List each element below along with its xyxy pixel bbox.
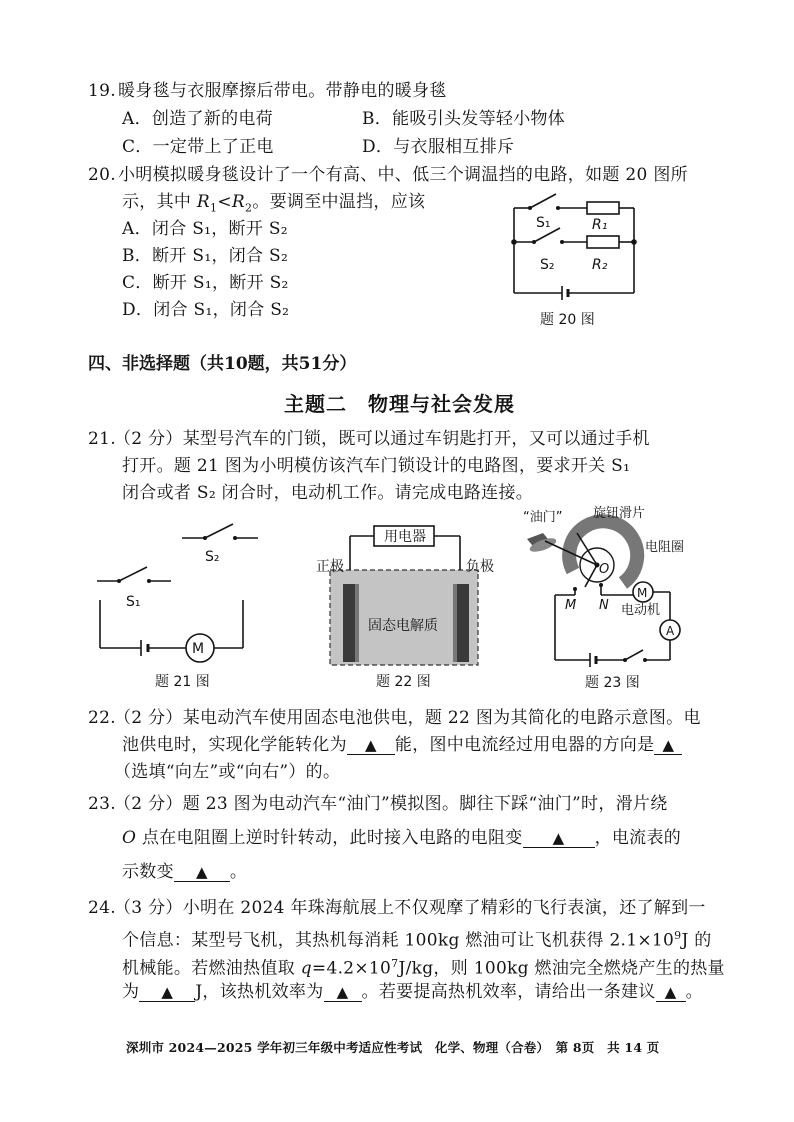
- q24-line2: [122, 925, 712, 952]
- q20-option-c-letter: C．: [122, 273, 153, 293]
- q24-blank-1[interactable]: ▲: [139, 983, 195, 1002]
- q24-blank-2[interactable]: ▲: [324, 983, 362, 1002]
- fig22-electrolyte-label: 固态电解质: [368, 618, 438, 634]
- q24-exponent-9: 9: [674, 929, 682, 942]
- q20-r1-symbol: R: [196, 192, 211, 212]
- q22-line1: （2 分）某电动汽车使用固态电池供电，题 22 图为其简化的电路示意图。电: [114, 708, 701, 728]
- q24-exponent-7: 7: [391, 957, 399, 970]
- q22-blank-2[interactable]: ▲: [654, 736, 682, 755]
- fig23-o-label: O: [599, 562, 610, 577]
- q24-line3-text-c: J/kg，则 100kg 燃油完全燃烧产生的热量: [398, 958, 725, 979]
- q22-line3: （选填“向左”或“向右”）的。: [114, 762, 341, 782]
- fig23-ammeter-symbol: A: [666, 624, 675, 638]
- q20-option-c-text: 断开 S₁，断开 S₂: [152, 273, 289, 293]
- fig23-motor-symbol: M: [637, 586, 648, 600]
- fig22-positive-label: 正极: [316, 559, 344, 575]
- q20-option-b-letter: B．: [122, 246, 153, 266]
- fig20-s1-label: S₁: [536, 215, 551, 231]
- q24-number: 24.: [88, 898, 116, 918]
- fig23-motor-label: 电动机: [621, 603, 661, 618]
- q24-line4-text-c: 。若要提高热机效率，请给出一条建议: [361, 982, 656, 1002]
- fig23-coil-label: 电阻圈: [645, 540, 685, 555]
- q20-r2-subscript: 2: [244, 201, 253, 215]
- fig20-caption: 题 20 图: [540, 312, 595, 328]
- q23-line2-text-c: ，电流表的: [594, 828, 682, 848]
- section-4-heading: 四、非选择题（共10题，共51分）: [88, 354, 357, 374]
- q20-stem-line1: 小明模拟暖身毯设计了一个有高、中、低三个调温挡的电路，如题 20 图所: [118, 165, 688, 185]
- q23-point-o: O: [122, 828, 137, 848]
- q20-r1-subscript: 1: [210, 201, 218, 215]
- q20-option-b: [122, 245, 288, 267]
- q20-option-c: [122, 272, 289, 294]
- fig23-throttle-label: “油门”: [523, 510, 563, 525]
- q22-number: 22.: [88, 708, 116, 728]
- figure-21-circuit: [95, 520, 305, 695]
- q20-stem-text-b: 。要调至中温挡，应该: [252, 192, 426, 212]
- q22-blank-1[interactable]: ▲: [347, 736, 395, 755]
- q24-end-mark: 。: [685, 982, 703, 1002]
- q20-option-a-letter: A．: [122, 219, 152, 239]
- q20-number: 20.: [88, 165, 116, 185]
- q21-number: 21.: [88, 429, 116, 449]
- q20-option-d: [122, 299, 289, 321]
- figure-22-battery: [310, 520, 515, 695]
- q23-blank-2[interactable]: ▲: [174, 863, 230, 882]
- q24-line4-text-b: J，该热机效率为: [195, 982, 324, 1002]
- q20-stem-line2: [122, 191, 425, 219]
- q23-line3: 示数变 ▲ 。: [122, 862, 248, 882]
- fig23-n-label: N: [599, 598, 609, 613]
- q20-option-a-text: 闭合 S₁，断开 S₂: [151, 219, 288, 239]
- q24-line3-text-b: =4.2×10: [311, 958, 392, 979]
- fig21-s1-label: S₁: [126, 594, 141, 610]
- q20-option-d-text: 闭合 S₁，闭合 S₂: [153, 300, 290, 320]
- q21-line1: （2 分）某型号汽车的门锁，既可以通过车钥匙打开，又可以通过手机: [114, 429, 650, 449]
- q20-option-a: [122, 218, 288, 240]
- q24-blank-3[interactable]: ▲: [656, 983, 686, 1002]
- fig23-slider-label: 旋钮滑片: [593, 506, 646, 521]
- figure-23-throttle: [515, 505, 715, 695]
- q24-line1: （3 分）小明在 2024 年珠海航展上不仅观摩了精彩的飞行表演，还了解到一: [114, 898, 706, 918]
- q24-line2-text-a: 个信息：某型号飞机，其热机每消耗 100kg 燃油可让飞机获得 2.1×10: [122, 930, 675, 951]
- q19-option-c: C．一定带上了正电: [122, 137, 274, 157]
- q23-blank-1[interactable]: ▲: [523, 829, 595, 848]
- q19-stem: 暖身毯与衣服摩擦后带电。带静电的暖身毯: [118, 81, 447, 101]
- q19-option-b: B．能吸引头发等轻小物体: [362, 109, 566, 129]
- q19-option-a: A．创造了新的电荷: [122, 109, 273, 129]
- q23-line3-text: 示数变: [122, 862, 174, 882]
- page-footer: 深圳市 2024—2025 学年初三年级中考适应性考试 化学、物理（合卷） 第 8页 共 14 页: [126, 1040, 660, 1055]
- topic-2-heading: 主题二 物理与社会发展: [284, 392, 515, 416]
- fig23-caption: 题 23 图: [585, 675, 640, 691]
- q19-option-d: D．与衣服相互排斥: [362, 137, 515, 157]
- q24-line3: [122, 953, 725, 980]
- q24-line2-text-b: J 的: [681, 930, 712, 951]
- q21-line3: 闭合或者 S₂ 闭合时，电动机工作。请完成电路连接。: [122, 483, 534, 503]
- fig20-r2-label: R₂: [592, 257, 608, 273]
- q24-symbol-q: q: [300, 958, 312, 979]
- fig21-motor-symbol: M: [192, 641, 205, 657]
- q23-line2: [122, 827, 681, 849]
- figure-20-circuit: [500, 190, 660, 330]
- q24-line4: [122, 981, 703, 1003]
- q24-line4-text-a: 为: [122, 982, 140, 1002]
- q20-option-d-letter: D．: [122, 300, 154, 320]
- q21-line2: 打开。题 21 图为小明模仿该汽车门锁设计的电路图，要求开关 S₁: [122, 456, 631, 476]
- q20-less-than: <: [217, 192, 232, 212]
- q20-option-b-text: 断开 S₁，闭合 S₂: [152, 246, 289, 266]
- q22-line2-text-b: 能，图中电流经过用电器的方向是: [394, 735, 655, 755]
- fig22-negative-label: 负极: [466, 559, 494, 575]
- q19-number: 19.: [88, 81, 116, 101]
- fig22-caption: 题 22 图: [376, 674, 431, 690]
- q23-line1: （2 分）题 23 图为电动汽车“油门”模拟图。脚往下踩“油门”时，滑片绕: [114, 794, 668, 814]
- q23-number: 23.: [88, 794, 116, 814]
- fig21-caption: 题 21 图: [155, 674, 210, 690]
- fig21-s2-label: S₂: [205, 549, 220, 565]
- fig22-device-label: 用电器: [384, 529, 426, 545]
- q23-line2-text-b: 点在电阻圈上逆时针转动，此时接入电路的电阻变: [136, 828, 523, 848]
- q24-line3-text-a: 机械能。若燃油热值取: [122, 958, 301, 979]
- fig20-r1-label: R₁: [592, 217, 608, 233]
- fig23-m-label: M: [565, 598, 577, 613]
- q20-stem-text-a: 示，其中: [122, 192, 197, 212]
- q20-r2-symbol: R: [231, 192, 245, 212]
- q22-line2-text-a: 池供电时，实现化学能转化为: [122, 735, 347, 755]
- q22-line2: [122, 734, 682, 756]
- fig20-s2-label: S₂: [540, 257, 555, 273]
